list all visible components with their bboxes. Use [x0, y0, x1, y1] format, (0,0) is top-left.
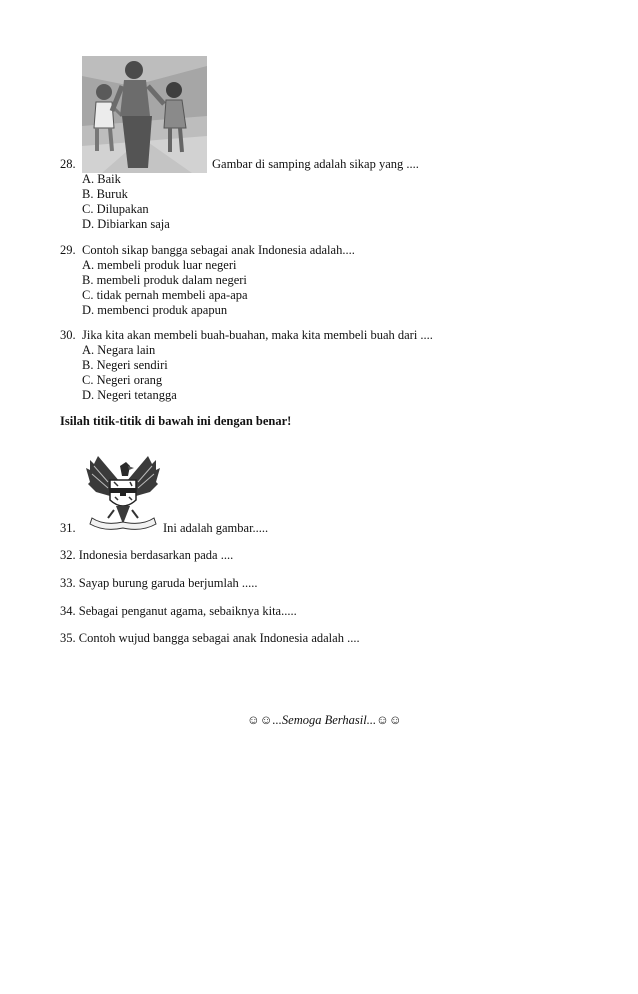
question-30-option-c: C. Negeri orang — [82, 373, 163, 387]
question-28-option-b: B. Buruk — [82, 187, 128, 201]
question-28-text: Gambar di samping adalah sikap yang .... — [212, 157, 419, 171]
question-28-option-a: A. Baik — [82, 172, 121, 186]
question-28-option-d: D. Dibiarkan saja — [82, 217, 170, 231]
section-heading: Isilah titik-titik di bawah ini dengan benar! — [60, 414, 292, 428]
question-30-option-a: A. Negara lain — [82, 343, 156, 357]
question-31-text: Ini adalah gambar..... — [163, 521, 269, 535]
question-33: 33. Sayap burung garuda berjumlah ..... — [60, 576, 258, 590]
question-35: 35. Contoh wujud bangga sebagai anak Indonesia adalah .... — [60, 631, 360, 645]
question-29-option-b: B. membeli produk dalam negeri — [82, 273, 247, 287]
question-29-option-d: D. membenci produk apapun — [82, 303, 228, 317]
question-29-number: 29. — [60, 243, 76, 257]
question-29-text: Contoh sikap bangga sebagai anak Indonesia adalah.... — [82, 243, 355, 257]
question-31-number: 31. — [60, 521, 76, 535]
illustration-family-walking — [82, 56, 207, 173]
question-34: 34. Sebagai penganut agama, sebaiknya kita..... — [60, 604, 297, 618]
question-29-option-c: C. tidak pernah membeli apa-apa — [82, 288, 248, 302]
question-28-number: 28. — [60, 157, 76, 171]
garuda-emblem-image — [84, 452, 162, 534]
question-30-number: 30. — [60, 328, 76, 342]
question-29-option-a: A. membeli produk luar negeri — [82, 258, 237, 272]
question-32: 32. Indonesia berdasarkan pada .... — [60, 548, 234, 562]
question-30-option-d: D. Negeri tetangga — [82, 388, 177, 402]
question-30-text: Jika kita akan membeli buah-buahan, maka kita membeli buah dari .... — [82, 328, 433, 342]
question-30-option-b: B. Negeri sendiri — [82, 358, 168, 372]
closing-message: ☺☺...Semoga Berhasil...☺☺ — [247, 713, 402, 727]
question-28-option-c: C. Dilupakan — [82, 202, 149, 216]
